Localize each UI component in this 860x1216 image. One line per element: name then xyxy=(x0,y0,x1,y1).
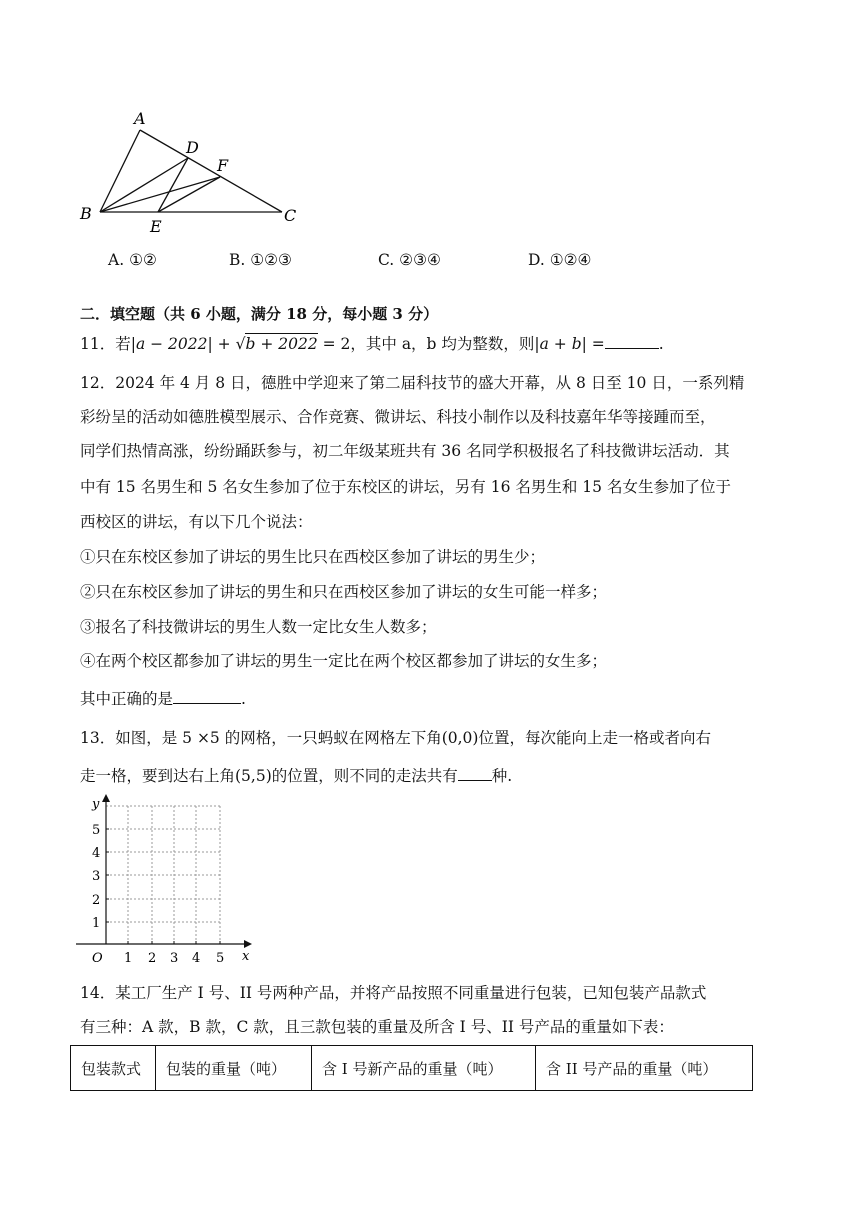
label-A: A xyxy=(134,109,146,128)
q11-pre: 若 xyxy=(115,335,131,353)
y-tick-5: 5 xyxy=(92,823,101,838)
q12-statement-3: ③报名了科技微讲坛的男生人数一定比女生人数多； xyxy=(80,618,437,636)
q14-line-2: 有三种：A 款，B 款，C 款，且三款包装的重量及所含 I 号、II 号产品的重量如下表： xyxy=(80,1018,674,1036)
sqrt-symbol: √ xyxy=(235,335,246,353)
q13-line-2-post: 种. xyxy=(491,767,513,785)
option-d-letter: D. xyxy=(528,251,545,269)
option-b-text: ①②③ xyxy=(250,251,292,269)
label-C: C xyxy=(284,206,297,225)
option-b xyxy=(229,253,292,269)
option-c-letter: C. xyxy=(378,251,395,269)
y-tick-4: 4 xyxy=(92,846,101,861)
q12-answer-prefix: 其中正确的是 xyxy=(80,690,174,708)
grid-origin-label: O xyxy=(92,951,103,966)
x-tick-4: 4 xyxy=(192,951,201,966)
question-11 xyxy=(80,334,664,353)
q12-statement-1: ①只在东校区参加了讲坛的男生比只在西校区参加了讲坛的男生少； xyxy=(80,548,546,566)
option-a-text: ①② xyxy=(129,251,157,269)
option-d xyxy=(528,253,591,269)
triangle-figure xyxy=(70,100,330,240)
table-header-cell: 包装款式 xyxy=(71,1046,156,1091)
label-E: E xyxy=(150,217,162,236)
table-header-cell: 含 II 号产品的重量（吨） xyxy=(536,1046,753,1091)
x-tick-2: 2 xyxy=(148,951,157,966)
q12-line-2: 彩纷呈的活动如德胜模型展示、合作竞赛、微讲坛、科技小制作以及科技嘉年华等接踵而至， xyxy=(80,408,716,426)
q12-line-1: 12．2024 年 4 月 8 日，德胜中学迎来了第二届科技节的盛大开幕，从 8 日至 10 日，一系列精 xyxy=(80,374,745,392)
option-a xyxy=(108,253,157,269)
q11-expr3: |a + b| = xyxy=(534,335,605,353)
table-header-cell: 包装的重量（吨） xyxy=(156,1046,312,1091)
option-d-text: ①②④ xyxy=(549,251,592,269)
section-heading: 二．填空题（共 6 小题，满分 18 分，每小题 3 分） xyxy=(80,305,439,323)
q12-answer-blank[interactable] xyxy=(173,689,241,704)
option-b-letter: B. xyxy=(229,251,246,269)
q14-line-1: 14．某工厂生产 I 号、II 号两种产品，并将产品按照不同重量进行包装，已知包装产品款式 xyxy=(80,984,707,1002)
table-header-cell: 含 I 号新产品的重量（吨） xyxy=(312,1046,536,1091)
q11-expr2: = 2，其中 a，b 均为整数，则 xyxy=(317,335,535,353)
q12-statement-2: ②只在东校区参加了讲坛的男生和只在西校区参加了讲坛的女生可能一样多； xyxy=(80,583,608,601)
q13-line-1: 13．如图，是 5 ×5 的网格，一只蚂蚁在网格左下角(0,0)位置，每次能向上走一格或者向右 xyxy=(80,729,711,747)
q13-answer-blank[interactable] xyxy=(458,766,492,781)
label-D: D xyxy=(186,138,199,157)
grid-y-label: y xyxy=(92,797,100,812)
x-tick-5: 5 xyxy=(216,951,225,966)
y-tick-3: 3 xyxy=(92,869,101,884)
q11-number: 11． xyxy=(80,335,116,353)
option-c-text: ②③④ xyxy=(399,251,441,269)
y-tick-2: 2 xyxy=(92,893,101,908)
grid-x-label: x xyxy=(242,949,250,964)
q11-end: . xyxy=(658,335,664,353)
package-table xyxy=(70,1045,753,1091)
x-tick-3: 3 xyxy=(170,951,179,966)
q11-answer-blank[interactable] xyxy=(605,334,659,349)
q12-statement-4: ④在两个校区都参加了讲坛的男生一定比在两个校区都参加了讲坛的女生多； xyxy=(80,652,608,670)
q12-line-4: 中有 15 名男生和 5 名女生参加了位于东校区的讲坛，另有 16 名男生和 15 名女生参加了位于 xyxy=(80,478,731,496)
q12-end: . xyxy=(241,690,246,708)
y-tick-1: 1 xyxy=(92,916,101,931)
grid-figure xyxy=(74,794,264,972)
q12-line-5: 西校区的讲坛，有以下几个说法： xyxy=(80,513,313,531)
q12-line-3: 同学们热情高涨，纷纷踊跃参与，初二年级某班共有 36 名同学积极报名了科技微讲坛活动．其 xyxy=(80,442,730,460)
q13-line-2 xyxy=(80,766,512,785)
option-a-letter: A. xyxy=(108,251,125,269)
q13-line-2-pre: 走一格，要到达右上角(5,5)的位置，则不同的走法共有 xyxy=(80,767,458,785)
option-c xyxy=(378,253,441,269)
x-tick-1: 1 xyxy=(124,951,133,966)
label-B: B xyxy=(80,204,92,223)
q12-answer-line xyxy=(80,689,246,708)
q11-sqrt-inner: b + 2022 xyxy=(245,335,318,353)
label-F: F xyxy=(217,156,229,175)
table-header-row xyxy=(71,1046,753,1091)
q11-expr1: |a − 2022| + xyxy=(130,335,236,353)
